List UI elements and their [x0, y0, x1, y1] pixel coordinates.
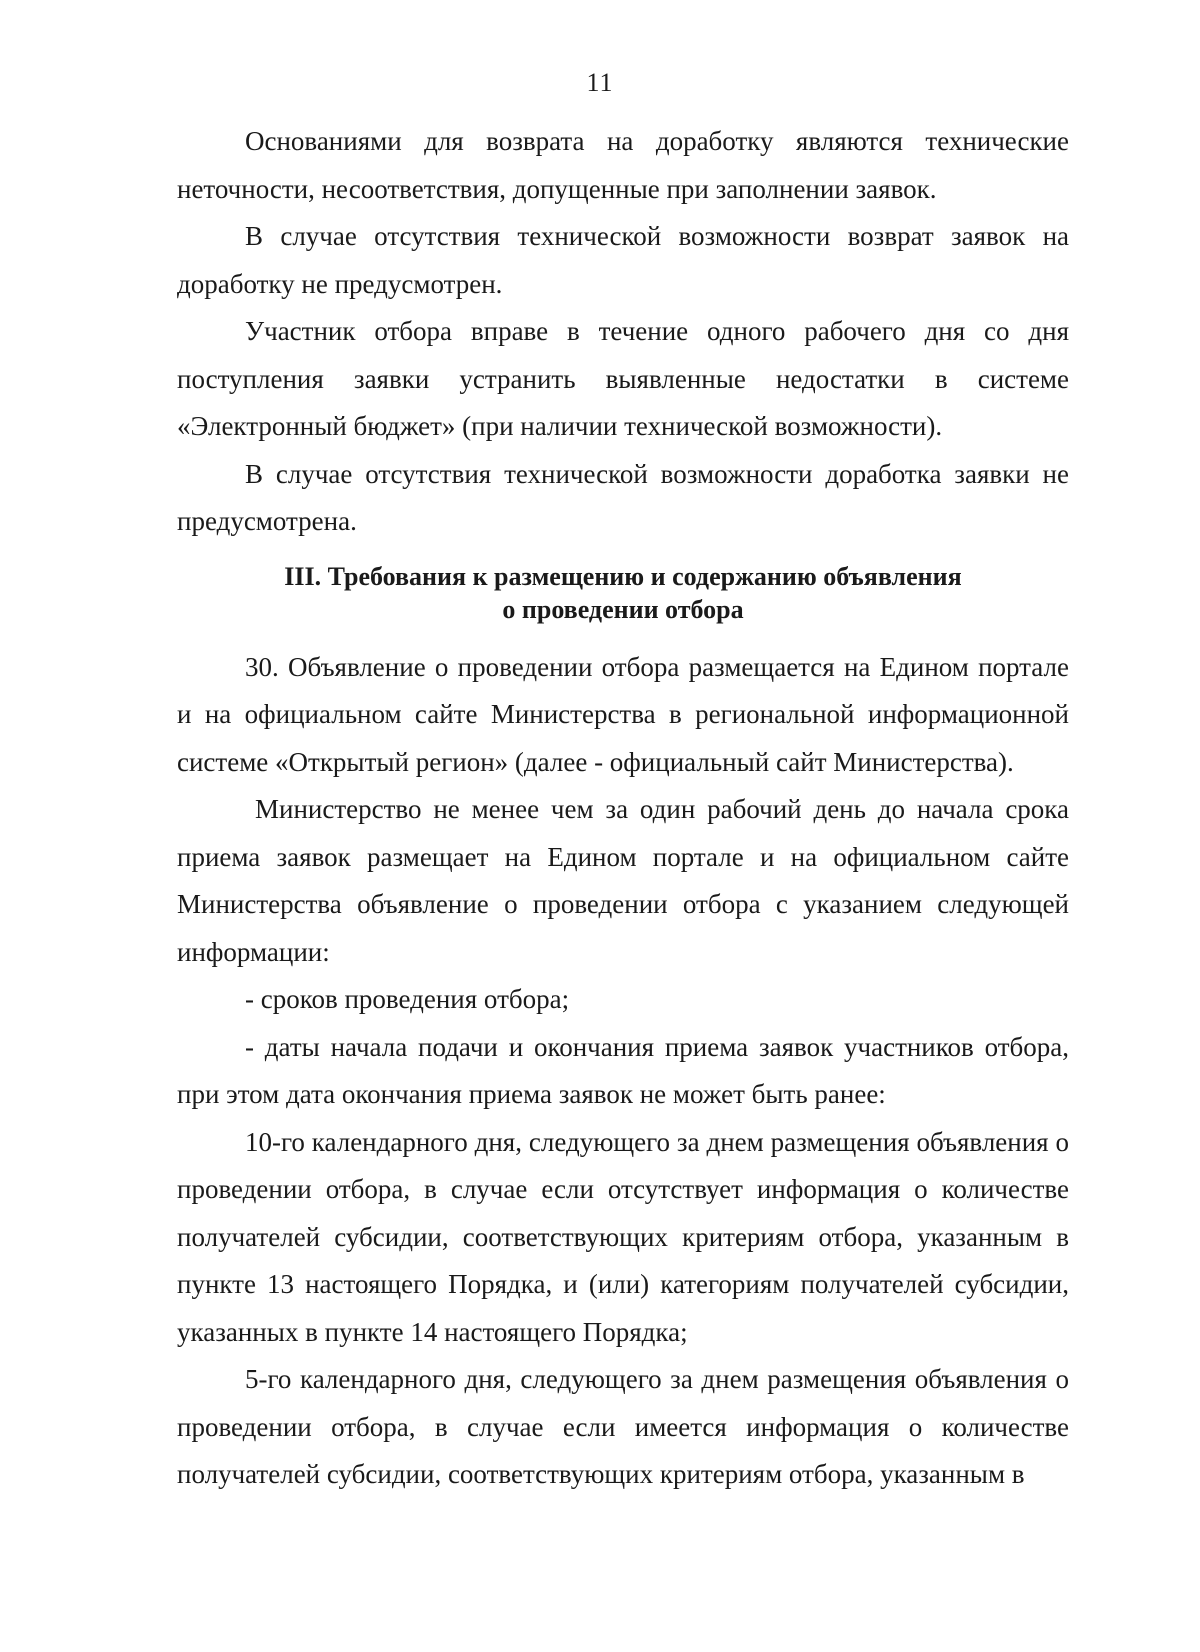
paragraph-no-technical-revision: В случае отсутствия технической возможности доработка заявки не предусмотрена. [177, 458, 1069, 536]
section-heading-line-1: III. Требования к размещению и содержанию объявления [284, 561, 962, 591]
paragraph-return-grounds: Основаниями для возврата на доработку являются технические неточности, несоответствия, допущенные при заполнении заявок. [177, 126, 1069, 204]
paragraph-5th-day: 5-го календарного дня, следующего за днем размещения объявления о проведении отбора, в случае если имеется информация о количестве получателей субсидии, соответствующих критериям отбора, указанным в [177, 1364, 1069, 1489]
page-number: 11 [586, 68, 614, 97]
paragraph-10th-day: 10-го календарного дня, следующего за днем размещения объявления о проведении отбора, в случае если отсутствует информация о количестве получателей субсидии, соответствующих критериям отбора, указанным в пункте 13 настоящего Порядка, и (или) категориям получателей субсидии, указанных в пункте 14 настоящего Порядка; [177, 1126, 1069, 1347]
paragraph-30-announcement: 30. Объявление о проведении отбора размещается на Едином портале и на официальном сайте Министерства в региональной информационной системе «Открытый регион» (далее - официальный сайт Министерства). [177, 651, 1069, 777]
list-item-selection-terms: - сроков проведения отбора; [245, 984, 570, 1014]
section-heading-line-2: о проведении отбора [502, 594, 744, 624]
section-heading [177, 560, 1069, 626]
paragraph-participant-correction: Участник отбора вправе в течение одного рабочего дня со дня поступления заявки устранить выявленные недостатки в системе «Электронный бюджет» (при наличии технической возможности). [177, 316, 1069, 441]
list-item-application-dates: - даты начала подачи и окончания приема заявок участников отбора, при этом дата окончания приема заявок не может быть ранее: [177, 1031, 1069, 1109]
paragraph-no-technical-return: В случае отсутствия технической возможности возврат заявок на доработку не предусмотрен. [177, 221, 1069, 299]
document-body [177, 118, 1069, 1499]
paragraph-ministry-publishes: Министерство не менее чем за один рабочий день до начала срока приема заявок размещает на Едином портале и на официальном сайте Министерства объявление о проведении отбора с указанием следующей информации: [177, 794, 1069, 967]
